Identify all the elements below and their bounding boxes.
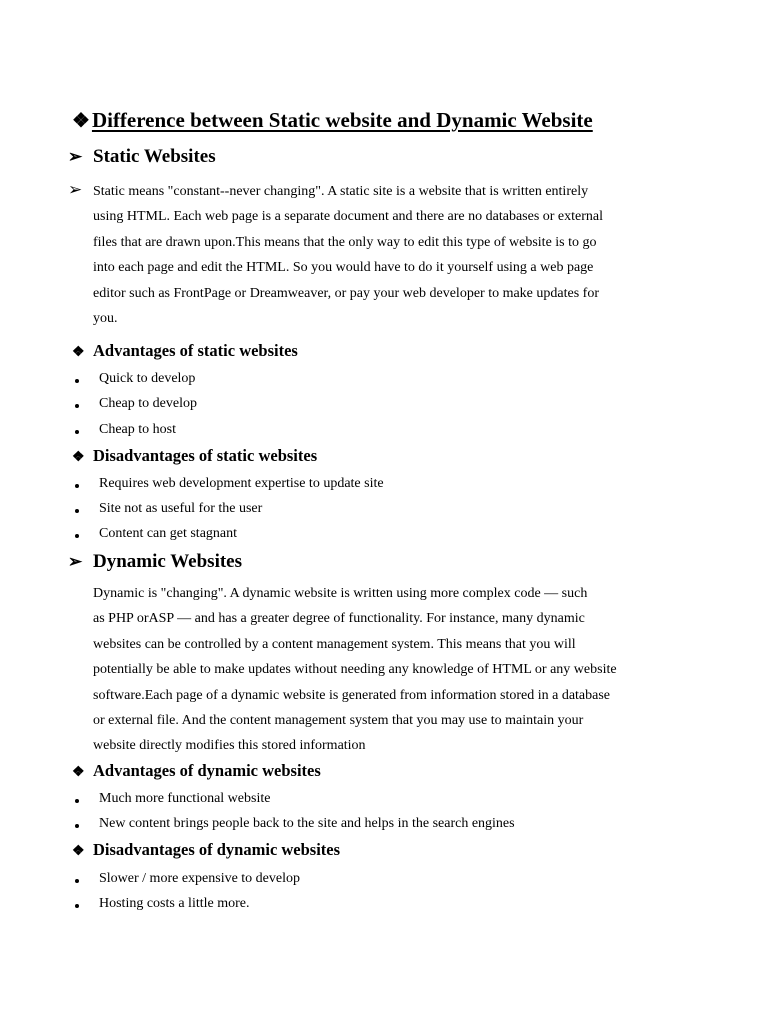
paragraph-line: potentially be able to make updates without needing any knowledge of HTML or any website <box>93 662 617 678</box>
list-item: Requires web development expertise to update site <box>99 476 384 492</box>
static-websites-heading <box>68 146 216 168</box>
paragraph-line: or external file. And the content management system that you may use to maintain your <box>93 712 584 728</box>
dynamic-intro-paragraph <box>93 581 617 759</box>
static-advantages-heading-text: Advantages of static websites <box>93 341 298 360</box>
static-advantages-heading <box>72 341 298 361</box>
arrow-bullet-icon: ➢ <box>68 552 83 571</box>
static-disadvantages-heading <box>72 446 317 466</box>
arrow-bullet-icon: ➢ <box>68 180 83 199</box>
diamond-bullet-icon: ❖ <box>72 765 85 780</box>
paragraph-line: Dynamic is "changing". A dynamic website is written using more complex code — such <box>93 586 588 601</box>
list-item: Cheap to host <box>99 422 176 438</box>
paragraph-line: into each page and edit the HTML. So you would have to do it yourself using a web page <box>93 260 594 276</box>
dynamic-advantages-heading <box>72 761 321 781</box>
bullet-dot-icon <box>75 404 79 408</box>
paragraph-line: websites can be controlled by a content management system. This means that you will <box>93 636 576 652</box>
bullet-dot-icon <box>75 799 79 803</box>
paragraph-line: using HTML. Each web page is a separate document and there are no databases or external <box>93 209 604 225</box>
page-title <box>72 108 593 133</box>
diamond-bullet-icon: ❖ <box>72 450 85 465</box>
dynamic-disadvantages-heading-text: Disadvantages of dynamic websites <box>93 840 341 859</box>
bullet-dot-icon <box>75 824 79 828</box>
dynamic-websites-heading-text: Dynamic Websites <box>93 551 243 572</box>
bullet-dot-icon <box>75 509 79 513</box>
paragraph-line: files that are drawn upon.This means that the only way to edit this type of website is to go <box>93 234 597 250</box>
paragraph-line: as PHP orASP — and has a greater degree of functionality. For instance, many dynamic <box>93 611 585 627</box>
static-intro-paragraph <box>93 179 603 331</box>
list-item: Much more functional website <box>99 791 270 807</box>
list-item: Cheap to develop <box>99 396 197 412</box>
bullet-dot-icon <box>75 879 79 883</box>
paragraph-line: Static means "constant--never changing". A static site is a website that is written entirely <box>93 184 589 199</box>
list-item: Slower / more expensive to develop <box>99 871 300 887</box>
list-item: New content brings people back to the site and helps in the search engines <box>99 816 515 832</box>
diamond-bullet-icon: ❖ <box>72 345 85 360</box>
paragraph-line: you. <box>93 310 118 326</box>
bullet-dot-icon <box>75 379 79 383</box>
list-item: Hosting costs a little more. <box>99 896 249 912</box>
page-title-text: Difference between Static website and Dynamic Website <box>91 108 593 132</box>
bullet-dot-icon <box>75 904 79 908</box>
bullet-dot-icon <box>75 430 79 434</box>
static-disadvantages-heading-text: Disadvantages of static websites <box>93 446 318 465</box>
list-item: Quick to develop <box>99 371 195 387</box>
dynamic-disadvantages-heading <box>72 840 340 860</box>
list-item: Content can get stagnant <box>99 526 237 542</box>
bullet-dot-icon <box>75 484 79 488</box>
paragraph-line: website directly modifies this stored information <box>93 738 366 754</box>
arrow-bullet-icon: ➢ <box>68 147 83 166</box>
diamond-bullet-icon: ❖ <box>72 110 90 132</box>
bullet-dot-icon <box>75 534 79 538</box>
static-websites-heading-text: Static Websites <box>93 146 216 167</box>
diamond-bullet-icon: ❖ <box>72 844 85 859</box>
paragraph-line: software.Each page of a dynamic website is generated from information stored in a database <box>93 687 611 703</box>
list-item: Site not as useful for the user <box>99 501 262 517</box>
dynamic-advantages-heading-text: Advantages of dynamic websites <box>93 761 321 780</box>
dynamic-websites-heading <box>68 551 242 573</box>
paragraph-line: editor such as FrontPage or Dreamweaver, or pay your web developer to make updates for <box>93 285 599 301</box>
